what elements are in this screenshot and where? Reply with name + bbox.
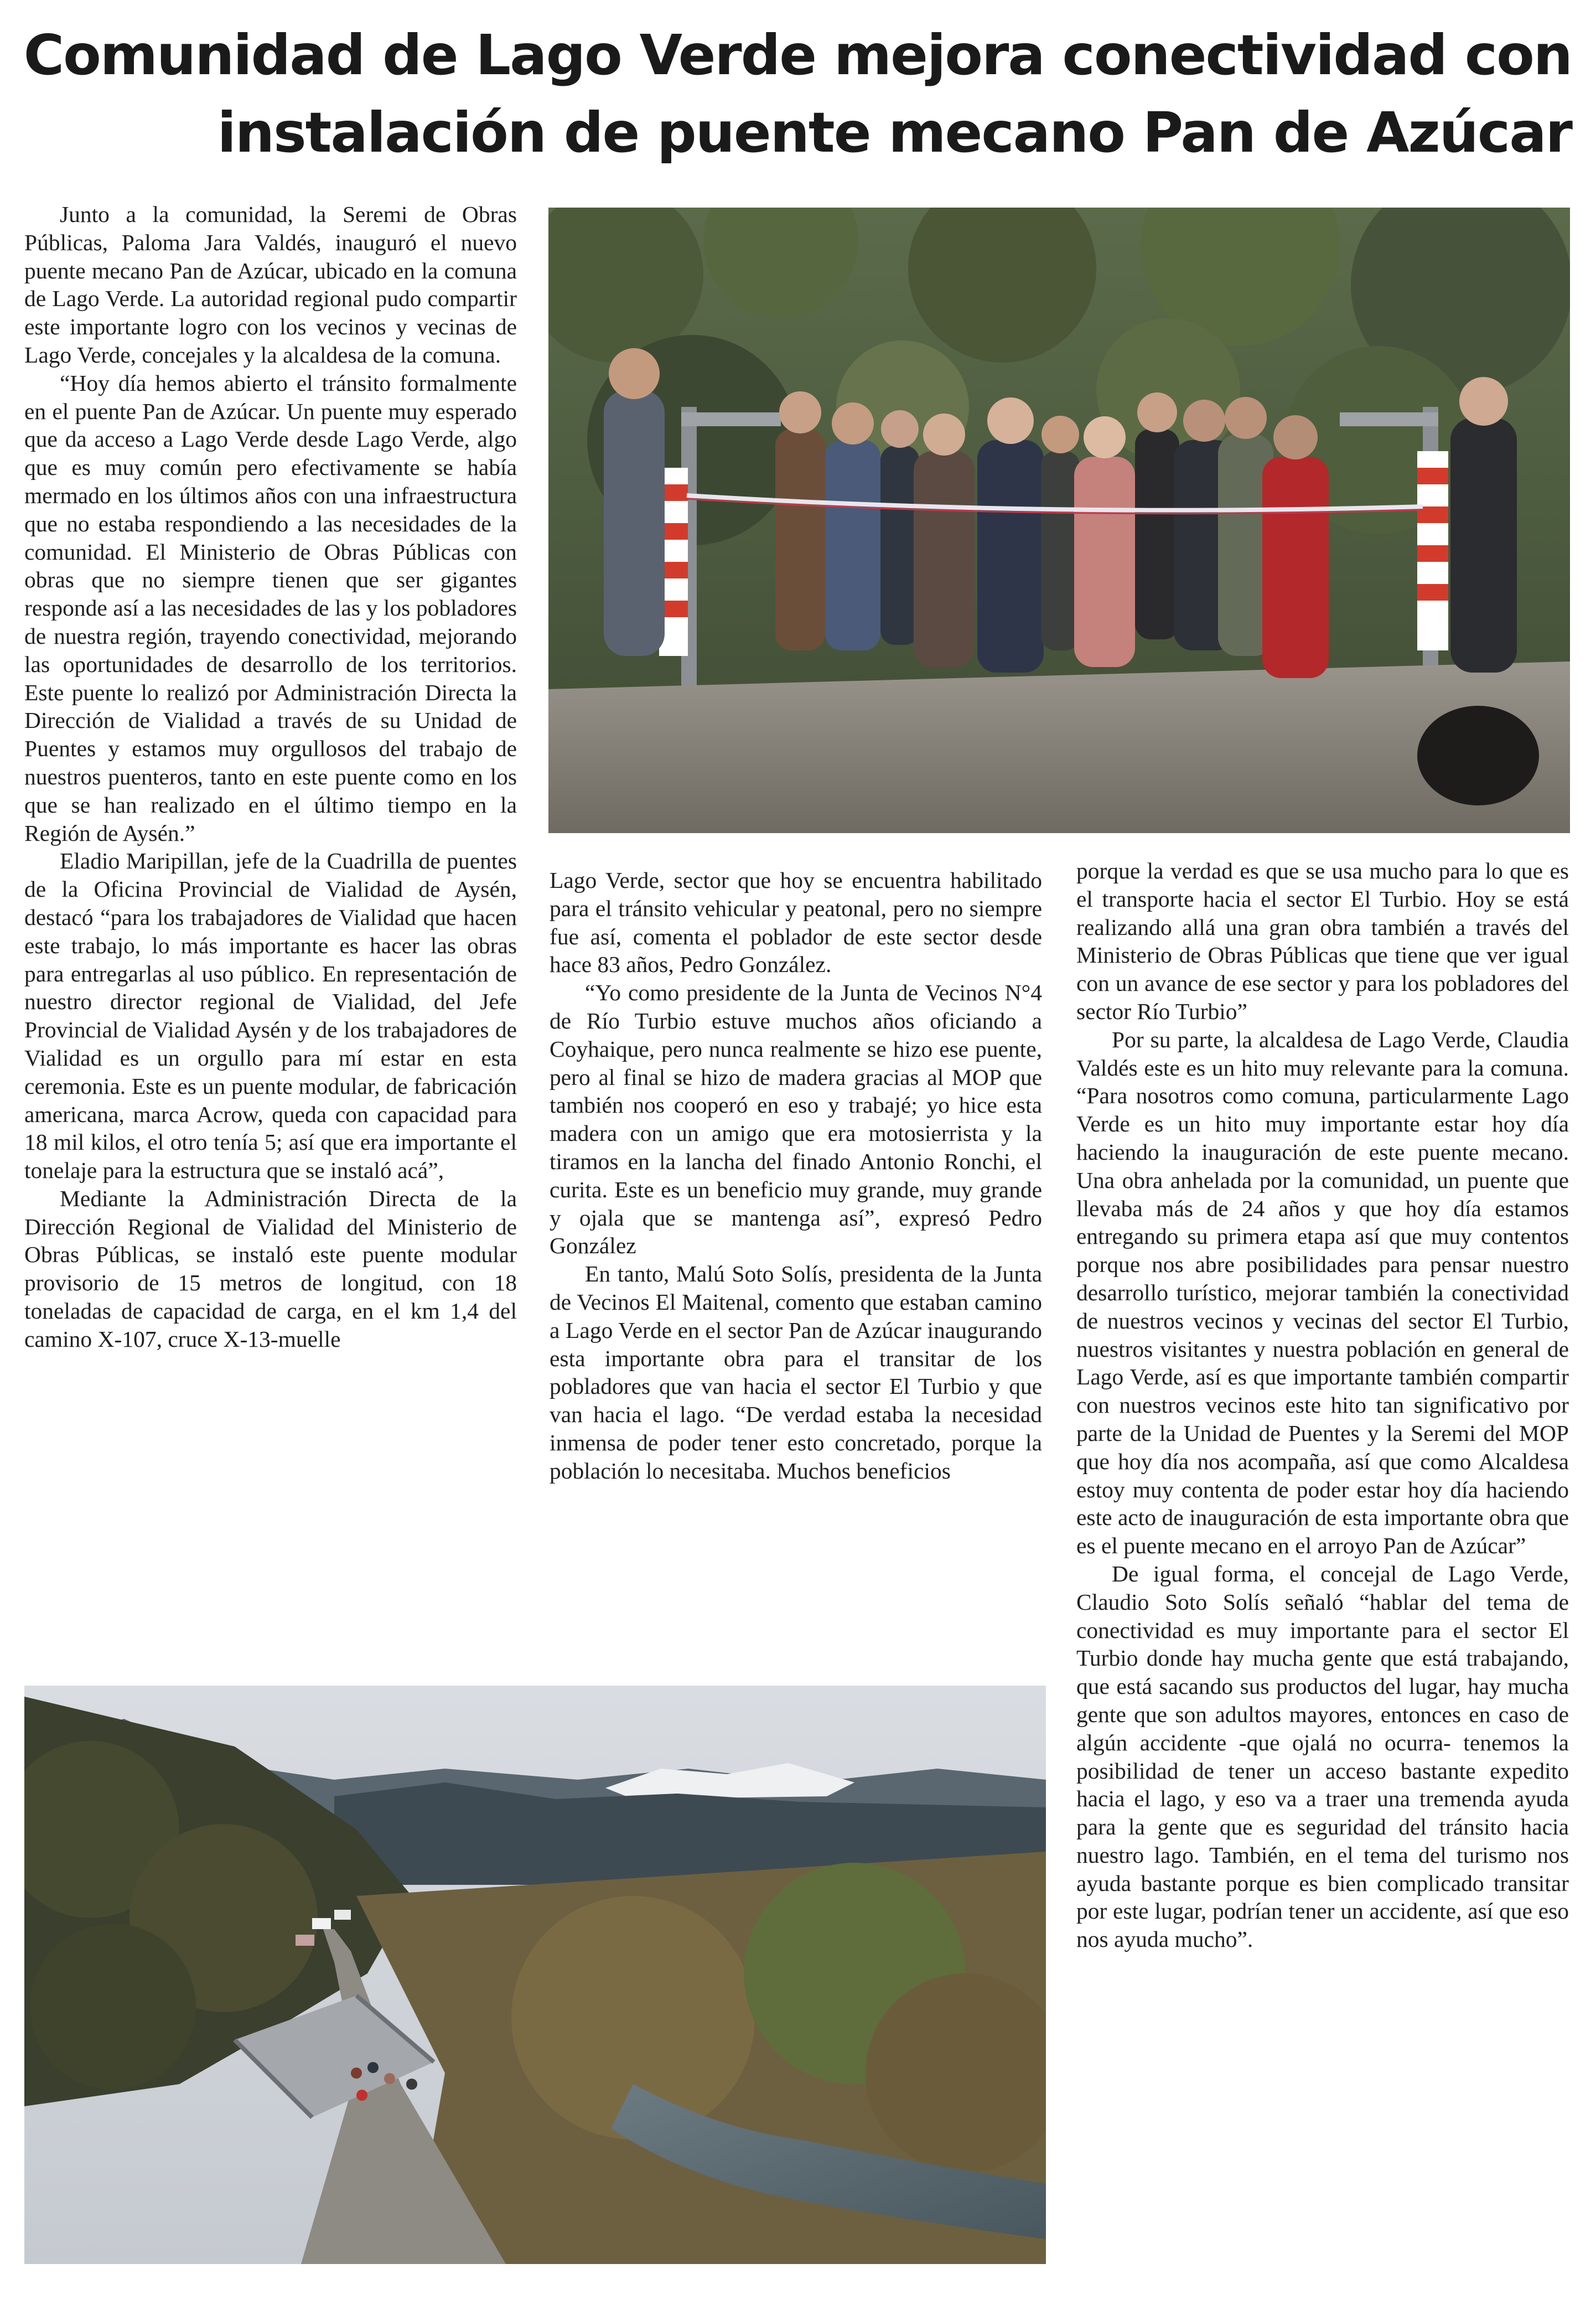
aerial-bridge-landscape-icon [24,1686,1046,2264]
paragraph: Por su parte, la alcaldesa de Lago Verde, Claudia Valdés este es un hito muy relevante para la comuna. “Para nosotros como comuna, particularmente Lago Verde es un hito muy importante estar hoy día haciendo la inauguración de este puente mecano. Una obra anhelada por la comunidad, un puente que llevaba más de 24 años y que hoy día estamos entregando su primera etapa así que muy contentos porque nos abre posibilidades para pensar nuestro desarrollo turístico, mejorar también la conectividad de nuestros vecinos y vecinas del sector El Turbio, nuestros visitantes y nuestra población en general de Lago Verde, así es que importante también compartir con nuestros vecinos este hito tan significativo por parte de la Unidad de Puentes y la Seremi del MOP que hoy día nos acompaña, así que como Alcaldesa estoy muy contenta de poder estar hoy día haciendo este acto de inauguración de esta importante obra que es el puente mecano en el arroyo Pan de Azúcar” [1076,1026,1569,1559]
paragraph: Junto a la comunidad, la Seremi de Obras Públicas, Paloma Jara Valdés, inauguró el nuevo puente mecano Pan de Azúcar, ubicado en la comuna de Lago Verde. La autoridad regional pudo compartir este importante logro con los vecinos y vecinas de Lago Verde, concejales y la alcaldesa de la comuna. [24,201,517,368]
paragraph: Lago Verde, sector que hoy se encuentra habilitado para el tránsito vehicular y peatonal, pero no siempre fue así, comenta el poblador de este sector desde hace 83 años, Pedro González. [550,867,1042,978]
paragraph: “Hoy día hemos abierto el tránsito formalmente en el puente Pan de Azúcar. Un puente muy esperado que da acceso a Lago Verde desde Lago Verde, algo que es muy común pero efectivamente se había mermado en los últimos años con una infraestructura que no estaba respondiendo a las necesidades de la comunidad. El Ministerio de Obras Públicas con obras que no siempre tienen que ser gigantes responde así a las necesidades de las y los pobladores de nuestra región, trayendo conectividad, mejorando las oportunidades de desarrollo de los territorios. Este puente lo realizó por Administración Directa la Dirección de Vialidad a través de su Unidad de Puentes y estamos muy orgullosos del trabajo de nuestros puenteros, tanto en este puente como en los que se han realizado en el último tiempo en la Región de Aysén.” [24,370,517,846]
article-column-3 [1076,857,1569,1953]
paragraph: En tanto, Malú Soto Solís, presidenta de la Junta de Vecinos El Maitenal, comento que estaban camino a Lago Verde en el sector Pan de Azúcar inaugurando esta importante obra para el transitar de los pobladores que van hacia el sector El Turbio y que van hacia el lago. “De verdad estaba la necesidad inmensa de poder tener esto concretado, porque la población lo necesitaba. Muchos beneficios [550,1261,1042,1484]
group-photo-ribbon-cutting-icon [548,208,1570,833]
paragraph: Eladio Maripillan, jefe de la Cuadrilla de puentes de la Oficina Provincial de Vialidad de Aysén, destacó “para los trabajadores de Vialidad que hacen este trabajo, lo más importante es hacer las obras para entregarlas al uso público. En representación de nuestro director regional de Vialidad, del Jefe Provincial de Vialidad Aysén y de los trabajadores de Vialidad es un orgullo para mí estar en esta ceremonia. Este es un puente modular, de fabricación americana, marca Acrow, queda con capacidad para 18 mil kilos, el otro tenía 5; así que era importante el tonelaje para la estructura que se instaló acá”, [24,848,517,1183]
aerial-bridge-photo [24,1686,1046,2264]
paragraph: “Yo como presidente de la Junta de Vecinos N°4 de Río Turbio estuve muchos años oficiando a Coyhaique, pero nunca realmente se hizo ese puente, pero al final se hizo de madera gracias al MOP que también nos cooperó en eso y trabajé; yo hice esta madera con un amigo que era motosierrista y la tiramos en la lancha del finado Antonio Ronchi, el curita. Este es un beneficio muy grande, muy grande y ojala que se mantenga así”, expresó Pedro González [550,980,1042,1259]
article-column-1 [24,200,517,1353]
headline [22,17,1572,172]
headline-line-2: instalación de puente mecano Pan de Azúcar [217,100,1572,165]
ribbon-cutting-photo [548,208,1570,833]
paragraph: Mediante la Administración Directa de la Dirección Regional de Vialidad del Ministerio de Obras Públicas, se instaló este puente modular provisorio de 15 metros de longitud, con 18 toneladas de capacidad de carga, en el km 1,4 del camino X-107, cruce X-13-muelle [24,1185,517,1352]
paragraph: porque la verdad es que se usa mucho para lo que es el transporte hacia el sector El Turbio. Hoy se está realizando allá una gran obra también a través del Ministerio de Obras Públicas que tiene que ver igual con un avance de ese sector y para los pobladores del sector Río Turbio” [1076,858,1569,1024]
article-column-2 [550,866,1042,1485]
headline-line-1: Comunidad de Lago Verde mejora conectividad con [23,23,1572,87]
paragraph: De igual forma, el concejal de Lago Verde, Claudio Soto Solís señaló “hablar del tema de conectividad es muy importante para el sector El Turbio donde hay mucha gente que está trabajando, que está sacando sus productos del lugar, hay mucha gente que son adultos mayores, entonces en caso de algún accidente -que ojalá no ocurra- tenemos la posibilidad de tener un acceso bastante expedito hacia el lago, y eso va a traer una tremenda ayuda para la gente que es seguridad del tránsito hacia nuestro lago. También, en el tema del turismo nos ayuda bastante porque es bien complicado transitar por este lugar, podrían tener un accidente, así que eso nos ayuda mucho”. [1076,1560,1569,1952]
